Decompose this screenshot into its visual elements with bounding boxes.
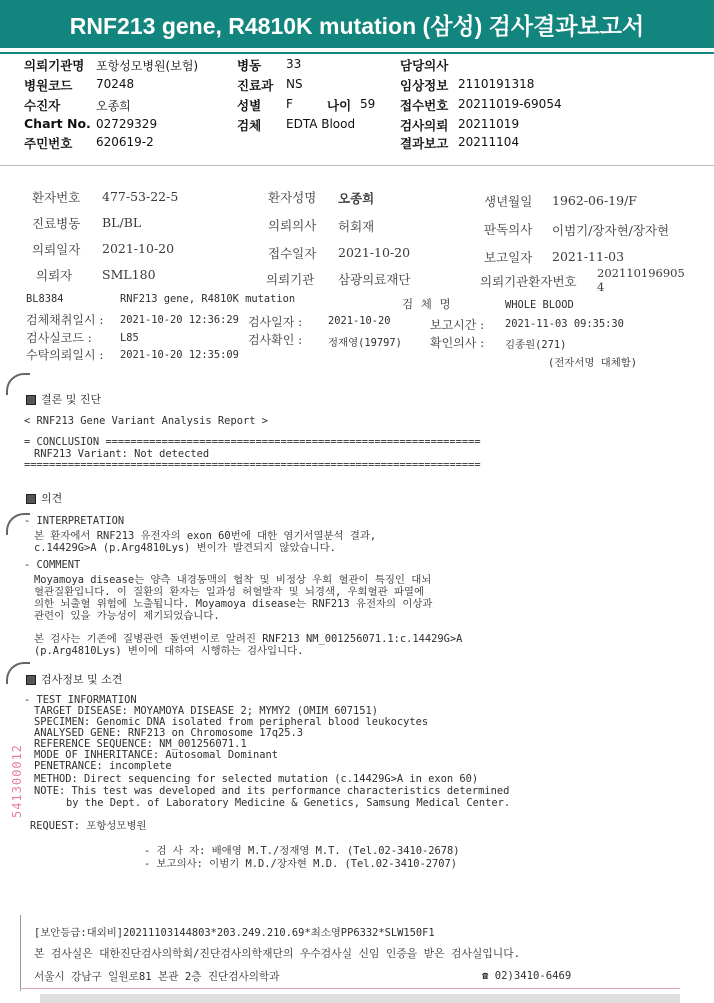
sex-value: F	[286, 97, 293, 111]
section-bullet-icon	[26, 675, 36, 685]
form-req-inst: 삼광의료재단	[338, 272, 411, 287]
footer-rule	[20, 988, 680, 989]
form-patient-name: 오종희	[338, 191, 375, 206]
form-requester: SML180	[102, 267, 156, 282]
section-testinfo-text: 검사정보 및 소견	[41, 673, 123, 686]
doctor-label: 담당의사	[400, 58, 449, 73]
security-line: [보안등급:대외비]20211103144803*203.249.210.69*최소영PP6332*SLW150F1	[34, 927, 435, 939]
patient-label: 수진자	[24, 98, 61, 113]
test-info-line-1: TARGET DISEASE: MOYAMOYA DISEASE 2; MYMY2 (OMIM 607151)	[34, 705, 379, 717]
test-info-line-5: MODE OF INHERITANCE: Autosomal Dominant	[34, 749, 278, 761]
sex-label: 성별	[237, 98, 262, 113]
form-rep-date-label: 보고일자	[484, 250, 533, 265]
receive-value: 2021-10-20 12:35:09	[120, 349, 239, 361]
dept-value: NS	[286, 77, 303, 91]
test-date-label: 검사일자 :	[248, 315, 303, 329]
report-date-value: 20211104	[458, 135, 520, 149]
form-ward-label: 진료병동	[32, 216, 81, 231]
report-time-value: 2021-11-03 09:35:30	[505, 318, 624, 330]
reception-value: 20211019-69054	[458, 97, 562, 111]
form-rec-date-label: 접수일자	[268, 246, 317, 261]
confirm-value: 김종원(271)	[505, 339, 567, 351]
form-rec-date: 2021-10-20	[338, 245, 411, 260]
section-opinion-title	[26, 490, 62, 506]
comment-line-3: 의한 뇌출혈 위험에 노출됩니다. Moyamoya disease는 RNF213 유전자의 이상과	[34, 598, 433, 610]
comment-line-6: (p.Arg4810Lys) 변이에 대하여 시행하는 검사입니다.	[34, 645, 304, 657]
form-read-doctor: 이범기/장자현/장자현	[552, 223, 670, 238]
comment-line-5: 본 검사는 기존에 질병관련 돌연변이로 알려진 RNF213 NM_001256071.1:c.14429G>A	[34, 633, 463, 645]
request-date-value: 20211019	[458, 117, 520, 131]
comment-line-2: 혈관질환입니다. 이 질환의 환자는 일과성 허혈발작 및 뇌경색, 우회혈관 파열에	[34, 586, 425, 598]
test-info-line-8: NOTE: This test was developed and its performance characteristics determined	[34, 785, 510, 797]
section-bullet-icon	[26, 395, 36, 405]
form-patient-name-label: 환자성명	[268, 190, 317, 205]
tester-line: - 검 사 자: 배애영 M.T./정재영 M.T. (Tel.02-3410-2678)	[144, 845, 460, 857]
specimen-value: EDTA Blood	[286, 117, 356, 131]
request-date-label: 검사의뢰	[400, 118, 449, 133]
header-separator	[0, 165, 714, 166]
section-testinfo-title	[26, 671, 122, 687]
age-value: 59	[360, 97, 376, 111]
phone-line: ☎ 02)3410-6469	[482, 970, 572, 982]
footer-left-rule	[20, 915, 21, 991]
address-line: 서울시 강남구 일원로81 본관 2층 진단검사의학과	[34, 971, 280, 983]
institution-value: 포항성모병원(보험)	[96, 59, 199, 73]
interpretation-head: - INTERPRETATION	[24, 515, 125, 527]
form-dob: 1962-06-19/F	[552, 193, 637, 208]
clinical-label: 임상정보	[400, 78, 449, 93]
test-name: RNF213 gene, R4810K mutation	[120, 293, 296, 305]
conclusion-rule: =========================================================================	[24, 459, 481, 471]
comment-line-4: 관련이 있을 가능성이 제기되었습니다.	[34, 610, 220, 622]
form-inst-patient-no-2: 4	[597, 280, 605, 294]
hospital-code-value: 70248	[96, 77, 135, 91]
reporter-line: - 보고의사: 이범기 M.D./장자현 M.D. (Tel.02-3410-2707)	[144, 858, 458, 870]
clinical-value: 2110191318	[458, 77, 535, 91]
chart-no-label: Chart No.	[24, 116, 91, 131]
form-req-date: 2021-10-20	[102, 241, 175, 256]
report-title: RNF213 gene, R4810K mutation (삼성) 검사결과보고서	[0, 0, 714, 48]
test-date-value: 2021-10-20	[328, 315, 391, 327]
receive-label: 수탁의뢰일시 :	[26, 348, 104, 362]
verify-value: 정재영(19797)	[328, 337, 402, 349]
specimen-name-label: 검 체 명	[402, 297, 453, 311]
specimen-name: WHOLE BLOOD	[505, 299, 574, 311]
scan-bottom-strip	[40, 994, 680, 1003]
test-info-line-4: REFERENCE SEQUENCE: NM_001256071.1	[34, 738, 247, 750]
specimen-label: 검체	[237, 118, 262, 133]
collect-label: 검체채취일시 :	[26, 313, 104, 327]
test-info-head: - TEST INFORMATION	[24, 694, 137, 706]
form-inst-patient-no-label: 의뢰기관환자번호	[480, 274, 577, 289]
form-requester-label: 의뢰자	[36, 268, 73, 283]
title-underline	[0, 52, 714, 54]
room-value: L85	[120, 332, 139, 344]
certification-line: 본 검사실은 대한진단검사의학회/진단검사의학재단의 우수검사실 신임 인증을 받은 검사실입니다.	[34, 947, 521, 960]
room-label: 검사실코드 :	[26, 331, 92, 345]
form-ref-doctor: 허회재	[338, 219, 375, 234]
institution-label: 의뢰기관명	[24, 58, 85, 73]
report-heading: < RNF213 Gene Variant Analysis Report >	[24, 415, 268, 427]
form-patient-no-label: 환자번호	[32, 190, 81, 205]
comment-head: - COMMENT	[24, 559, 81, 571]
report-date-label: 결과보고	[400, 136, 449, 151]
test-info-line-7: METHOD: Direct sequencing for selected mutation (c.14429G>A in exon 60)	[34, 773, 479, 785]
form-inst-patient-no-1: 202110196905	[597, 266, 685, 280]
chart-no-value: 02729329	[96, 117, 158, 131]
section-conclusion-title	[26, 391, 101, 407]
confirm-label: 확인의사 :	[430, 336, 485, 350]
form-req-date-label: 의뢰일자	[32, 242, 81, 257]
esign-note: (전자서명 대체함)	[548, 357, 638, 369]
conclusion-header-line: = CONCLUSION ============================================================	[24, 436, 481, 448]
test-info-line-9: by the Dept. of Laboratory Medicine & Genetics, Samsung Medical Center.	[66, 797, 511, 809]
age-label: 나이	[327, 98, 352, 113]
dept-label: 진료과	[237, 78, 274, 93]
test-info-line-2: SPECIMEN: Genomic DNA isolated from peripheral blood leukocytes	[34, 716, 429, 728]
patient-value: 오종희	[96, 99, 131, 113]
verify-label: 검사확인 :	[248, 333, 303, 347]
form-dob-label: 생년월일	[484, 194, 533, 209]
test-code: BL8384	[26, 293, 64, 305]
collect-value: 2021-10-20 12:36:29	[120, 314, 239, 326]
test-info-line-3: ANALYSED GENE: RNF213 on Chromosome 17q25.3	[34, 727, 303, 739]
form-read-doctor-label: 판독의사	[484, 222, 533, 237]
test-info-line-6: PENETRANCE: incomplete	[34, 760, 172, 772]
section-conclusion-text: 결론 및 진단	[41, 393, 102, 406]
reception-label: 접수번호	[400, 98, 449, 113]
side-stamp-number: 541300012	[10, 743, 24, 818]
section-bullet-icon	[26, 494, 36, 504]
form-rep-date: 2021-11-03	[552, 249, 625, 264]
conclusion-result: RNF213 Variant: Not detected	[34, 448, 210, 460]
ward-label: 병동	[237, 58, 262, 73]
request-line: REQUEST: 포항성모병원	[30, 820, 147, 832]
interpretation-line-2: c.14429G>A (p.Arg4810Lys) 변이가 발견되지 않았습니다.	[34, 542, 336, 554]
rrn-label: 주민번호	[24, 136, 73, 151]
form-req-inst-label: 의뢰기관	[266, 272, 315, 287]
hospital-code-label: 병원코드	[24, 78, 73, 93]
report-time-label: 보고시간 :	[430, 318, 485, 332]
form-ward: BL/BL	[102, 215, 142, 230]
ward-value: 33	[286, 57, 302, 71]
form-patient-no: 477-53-22-5	[102, 189, 179, 204]
comment-line-1: Moyamoya disease는 양측 내경동맥의 협착 및 비정상 우회 혈관이 특징인 대뇌	[34, 574, 432, 586]
rrn-value: 620619-2	[96, 135, 154, 149]
form-ref-doctor-label: 의뢰의사	[268, 218, 317, 233]
section-opinion-text: 의견	[41, 492, 63, 505]
interpretation-line-1: 본 환자에서 RNF213 유전자의 exon 60번에 대한 염기서열분석 결과,	[34, 530, 377, 542]
